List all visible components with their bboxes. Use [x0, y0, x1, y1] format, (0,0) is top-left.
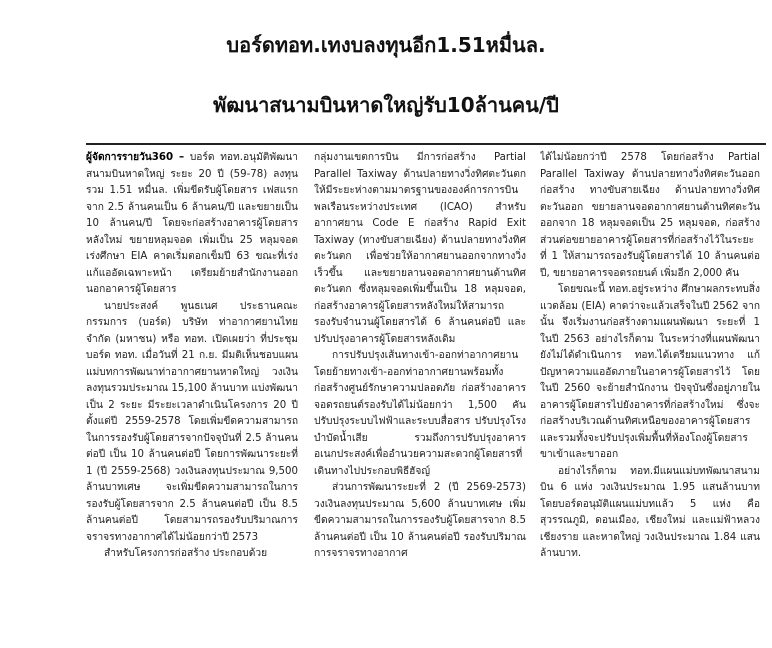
article-paragraph: ส่วนการพัฒนาระยะที่ 2 (ปี 2569-2573) วงเงินลงทุนประมาณ 5,600 ล้านบาทเศษ เพิ่มขีดความสามารถในการรองรับผู้โดยสารจาก 8.5 ล้านคนต่อปี เป็น 10 ล้านคนต่อปี รองรับปริมาณการจราจรทางอากาศ [314, 482, 526, 559]
headline-line-1: บอร์ดทอท.เทงบลงทุนอีก1.51หมื่นล. [226, 33, 546, 57]
article-paragraph: กลุ่มงานเขตการบิน มีการก่อสร้าง Partial Parallel Taxiway ด้านปลายทางวิ่งทิศตะวันตก ให้มีระยะห่างตามมาตรฐานขององค์การการบินพลเรือนระหว่างประเทศ (ICAO) สำหรับอากาศยาน Code E ก่อสร้าง Rapid Exit Taxiway (ทางขับสายเฉียง) ด้านปลายทางวิ่งทิศตะวันตก เพื่อช่วยให้อากาศยานออกจากทางวิ่งเร็วขึ้น และขยายลานจอดอากาศยานด้านทิศตะวันตก ซึ่งหลุมจอดเพิ่มขึ้นเป็น 18 หลุมจอด, ก่อสร้างอาคารผู้โดยสารหลังใหม่ให้สามารถรองรับจำนวนผู้โดยสารได้ 6 ล้านคนต่อปี และปรับปรุงอาคารผู้โดยสารหลังเดิม [314, 152, 526, 345]
byline: ผู้จัดการรายวัน360 – [86, 152, 185, 163]
paragraph-text: บอร์ด ทอท.อนุมัติพัฒนาสนามบินหาดใหญ่ ระยะ 20 ปี (59-78) ลงทุนรวม 1.51 หมื่นล. เพิ่มขีดรับผู้โดยสาร เฟสแรก จาก 2.5 ล้านคนเป็น 6 ล้านคน/ปี และขยายเป็น 10 ล้านคน/ปี โดยจะก่อสร้างอาคารผู้โดยสารหลังใหม่ ขยายหลุมจอด เพิ่มเป็น 25 หลุมจอด เร่งศึกษา EIA คาดเริ่มตอกเข็มปี 63 ขณะที่เร่งแก้แออัดเฉพาะหน้า เตรียมย้ายสำนักงานออกนอกอาคารผู้โดยสาร [86, 152, 298, 295]
article-column-3 [540, 150, 760, 646]
article-paragraph: โดยขณะนี้ ทอท.อยู่ระหว่าง ศึกษาผลกระทบสิ่งแวดล้อม (EIA) คาดว่าจะแล้วเสร็จในปี 2562 จากนั้น จึงเริ่มงานก่อสร้างตามแผนพัฒนา ระยะที่ 1 ในปี 2563 อย่างไรก็ตาม ในระหว่างที่แผนพัฒนายังไม่ได้ดำเนินการ ทอท.ได้เตรียมแนวทาง แก้ปัญหาความแออัดภายในอาคารผู้โดยสารไว้ โดยในปี 2560 จะย้ายสำนักงาน ปัจจุบันซึ่งอยู่ภายในอาคารผู้โดยสารไปยังอาคารที่ก่อสร้างใหม่ ซึ่งจะก่อสร้างบริเวณด้านทิศเหนือของอาคารผู้โดยสาร และรวมทั้งจะปรับปรุงเพิ่มพื้นที่ห้องโถงผู้โดยสารขาเข้าและขาออก [540, 284, 760, 460]
article-column-1 [86, 150, 298, 646]
article-paragraph: การปรับปรุงเส้นทางเข้า-ออกท่าอากาศยานโดยย้ายทางเข้า-ออกท่าอากาศยานพร้อมทั้งก่อสร้างศูนย์รักษาความปลอดภัย ก่อสร้างอาคารจอดรถยนต์รองรับได้ไม่น้อยกว่า 1,500 คัน ปรับปรุงระบบไฟฟ้าและระบบสื่อสาร ปรับปรุงโรงบำบัดน้ำเสีย รวมถึงการปรับปรุงอาคารอเนกประสงค์เพื่ออำนวยความสะดวกผู้โดยสารที่เดินทางไปประกอบพิธีฮัจญ์ [314, 350, 526, 477]
article-paragraph: นายประสงค์ พูนธเนศ ประธานคณะกรรมการ (บอร์ด) บริษัท ท่าอากาศยานไทย จำกัด (มหาชน) หรือ ทอท. เปิดเผยว่า ที่ประชุมบอร์ด ทอท. เมื่อวันที่ 21 ก.ย. มีมติเห็นชอบแผนแม่บทการพัฒนาท่าอากาศยานหาดใหญ่ วงเงินลงทุนรวมประมาณ 15,100 ล้านบาท แบ่งพัฒนาเป็น 2 ระยะ มีระยะเวลาดำเนินโครงการ 20 ปี ตั้งแต่ปี 2559-2578 โดยเพิ่มขีดความสามารถในการรองรับผู้โดยสารจากปัจจุบันที่ 2.5 ล้านคนต่อปี เป็น 10 ล้านคนต่อปี โดยการพัฒนาระยะที่ 1 (ปี 2559-2568) วงเงินลงทุนประมาณ 9,500 ล้านบาทเศษ จะเพิ่มขีดความสามารถในการรองรับผู้โดยสารจาก 2.5 ล้านคนต่อปี เป็น 8.5 ล้านคนต่อปี โดยสามารถรองรับปริมาณการจราจรทางอากาศได้ไม่น้อยกว่าปี 2573 [86, 300, 298, 543]
article-paragraph [86, 150, 298, 299]
headline-line-2: พัฒนาสนามบินหาดใหญ่รับ10ล้านคน/ปี [213, 93, 559, 117]
article-column-2 [314, 150, 526, 646]
article-paragraph: สำหรับโครงการก่อสร้าง ประกอบด้วย [104, 548, 268, 559]
article-paragraph: ได้ไม่น้อยกว่าปี 2578 โดยก่อสร้าง Partial Parallel Taxiway ด้านปลายทางวิ่งทิศตะวันออก ก่อสร้าง ทางขับสายเฉียง ด้านปลายทางวิ่งทิศตะวันออก ขยายลานจอดอากาศยานด้านทิศตะวันออกจาก 18 หลุมจอดเป็น 25 หลุมจอด, ก่อสร้างส่วนต่อขยายอาคารผู้โดยสารที่ก่อสร้างไว้ในระยะที่ 1 ให้สามารถรองรับผู้โดยสารได้ 10 ล้านคนต่อปี, ขยายอาคารจอดรถยนต์ เพิ่มอีก 2,000 คัน [540, 152, 760, 279]
article-paragraph: อย่างไรก็ตาม ทอท.มีแผนแม่บทพัฒนาสนามบิน 6 แห่ง วงเงินประมาณ 1.95 แสนล้านบาท โดยบอร์ดอนุมัติแผนแม่บทแล้ว 5 แห่ง คือ สุวรรณภูมิ, ดอนเมือง, เชียงใหม่ และแม่ฟ้าหลวง เชียงราย และหาดใหญ่ วงเงินประมาณ 1.84 แสนล้านบาท. [540, 465, 760, 559]
headline-divider [86, 143, 766, 145]
